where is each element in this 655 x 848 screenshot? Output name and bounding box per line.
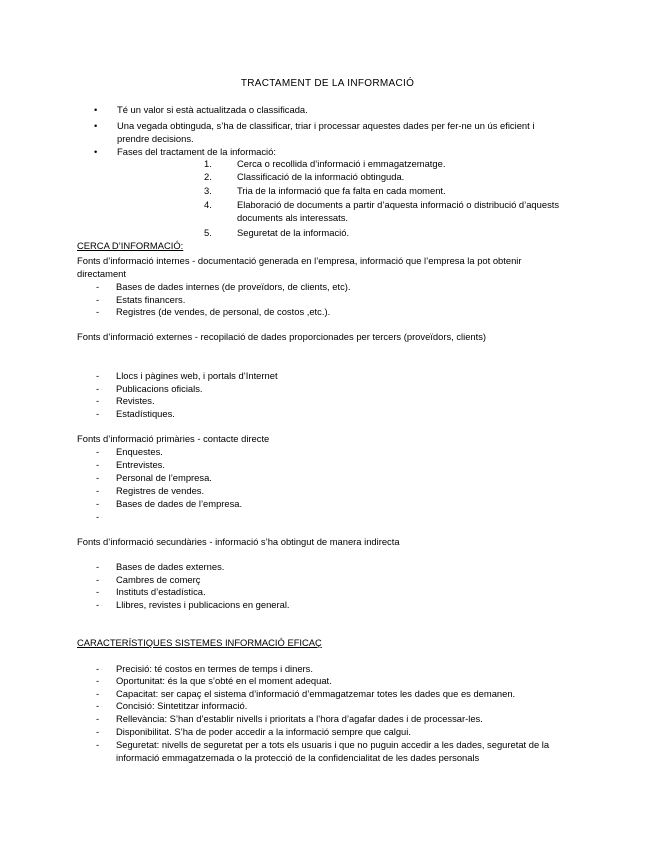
section-heading-caracteristiques: CARACTERÍSTIQUES SISTEMES INFORMACIÓ EFICAÇ	[77, 637, 322, 648]
dash-marker: -	[96, 306, 100, 317]
caracteristica-item: Concisió: Sintetitzar informació.	[116, 700, 248, 711]
secundaries-item: Instituts d’estadística.	[116, 586, 206, 597]
internes-item: Estats financers.	[116, 294, 186, 305]
caracteristica-item: Precisió: té costos en termes de temps i diners.	[116, 663, 313, 674]
secundaries-item: Llibres, revistes i publicacions en general.	[116, 599, 290, 610]
dash-marker: -	[96, 688, 100, 699]
dash-marker: -	[96, 383, 100, 394]
dash-marker: -	[96, 472, 100, 483]
dash-marker: -	[96, 586, 100, 597]
primaries-lead: Fonts d’informació primàries - contacte directe	[77, 433, 270, 444]
dash-marker: -	[96, 408, 100, 419]
dash-marker: -	[96, 726, 100, 737]
externes-item: Llocs i pàgines web, i portals d’Internet	[116, 370, 278, 381]
caracteristica-item: Disponibilitat. S’ha de poder accedir a la informació sempre que calgui.	[116, 726, 411, 737]
primaries-item: Registres de vendes.	[116, 485, 205, 496]
dash-marker: -	[96, 713, 100, 724]
bullet-marker: •	[94, 120, 98, 131]
phase-text: Tria de la informació que fa falta en cada moment.	[237, 185, 446, 196]
dash-marker: -	[96, 511, 100, 522]
bullet-item-text: Fases del tractament de la informació:	[117, 146, 276, 157]
secundaries-item: Bases de dades externes.	[116, 561, 225, 572]
dash-marker: -	[96, 663, 100, 674]
primaries-item: Bases de dades de l’empresa.	[116, 498, 243, 509]
phase-number: 3.	[204, 185, 212, 196]
internes-lead: directament	[77, 268, 126, 279]
bullet-marker: •	[94, 146, 98, 157]
phase-text: Elaboració de documents a partir d’aquesta informació o distribució d’aquests	[237, 199, 560, 210]
dash-marker: -	[96, 459, 100, 470]
dash-marker: -	[96, 395, 100, 406]
dash-marker: -	[96, 700, 100, 711]
phase-number: 1.	[204, 158, 212, 169]
externes-item: Revistes.	[116, 395, 155, 406]
internes-item: Bases de dades internes (de proveïdors, de clients, etc).	[116, 281, 351, 292]
phase-number: 5.	[204, 227, 212, 238]
primaries-item: Enquestes.	[116, 446, 163, 457]
phase-text: Seguretat de la informació.	[237, 227, 350, 238]
page-title: TRACTAMENT DE LA INFORMACIÓ	[240, 78, 415, 89]
secundaries-lead: Fonts d’informació secundàries - informació s’ha obtingut de manera indirecta	[77, 536, 400, 547]
primaries-item: Entrevistes.	[116, 459, 165, 470]
secundaries-item: Cambres de comerç	[116, 574, 201, 585]
phase-number: 4.	[204, 199, 212, 210]
phase-text: Cerca o recollida d’informació i emmagatzematge.	[237, 158, 446, 169]
section-heading-cerca: CERCA D’INFORMACIÓ:	[77, 240, 184, 251]
phase-number: 2.	[204, 171, 212, 182]
dash-marker: -	[96, 370, 100, 381]
externes-item: Publicacions oficials.	[116, 383, 203, 394]
dash-marker: -	[96, 574, 100, 585]
caracteristica-item: Rellevància: S’han d’establir nivells i prioritats a l’hora d’agafar dades i de processar-les.	[116, 713, 483, 724]
dash-marker: -	[96, 294, 100, 305]
dash-marker: -	[96, 281, 100, 292]
caracteristica-item: Seguretat: nivells de seguretat per a tots els usuaris i que no puguin accedir a les dades, seguretat de la	[116, 739, 550, 750]
caracteristica-item: informació emmagatzemada o la protecció de la confidencialitat de les dades personals	[116, 752, 480, 763]
bullet-item-text: Una vegada obtinguda, s’ha de classificar, triar i processar aquestes dades per fer-ne un ús eficient i	[117, 120, 535, 131]
phase-text: documents als interessats.	[237, 212, 348, 223]
internes-item: Registres (de vendes, de personal, de costos ,etc.).	[116, 306, 331, 317]
dash-marker: -	[96, 561, 100, 572]
primaries-item: Personal de l’empresa.	[116, 472, 212, 483]
dash-marker: -	[96, 485, 100, 496]
dash-marker: -	[96, 599, 100, 610]
externes-lead: Fonts d’informació externes - recopilació de dades proporcionades per tercers (proveïdors, clients)	[77, 331, 487, 342]
dash-marker: -	[96, 498, 100, 509]
dash-marker: -	[96, 675, 100, 686]
bullet-item-text: Té un valor si està actualitzada o classificada.	[117, 104, 308, 115]
caracteristica-item: Oportunitat: és la que s’obté en el moment adequat.	[116, 675, 332, 686]
bullet-item-text: prendre decisions.	[117, 132, 194, 144]
bullet-marker: •	[94, 104, 98, 115]
dash-marker: -	[96, 446, 100, 457]
externes-item: Estadístiques.	[116, 408, 175, 419]
dash-marker: -	[96, 739, 100, 750]
phase-text: Classificació de la informació obtinguda.	[237, 171, 405, 182]
internes-lead: Fonts d’informació internes - documentació generada en l’empresa, informació que l’empresa la pot obtenir	[77, 255, 522, 266]
caracteristica-item: Capacitat: ser capaç el sistema d’informació d’emmagatzemar totes les dades que es demanen.	[116, 688, 516, 699]
